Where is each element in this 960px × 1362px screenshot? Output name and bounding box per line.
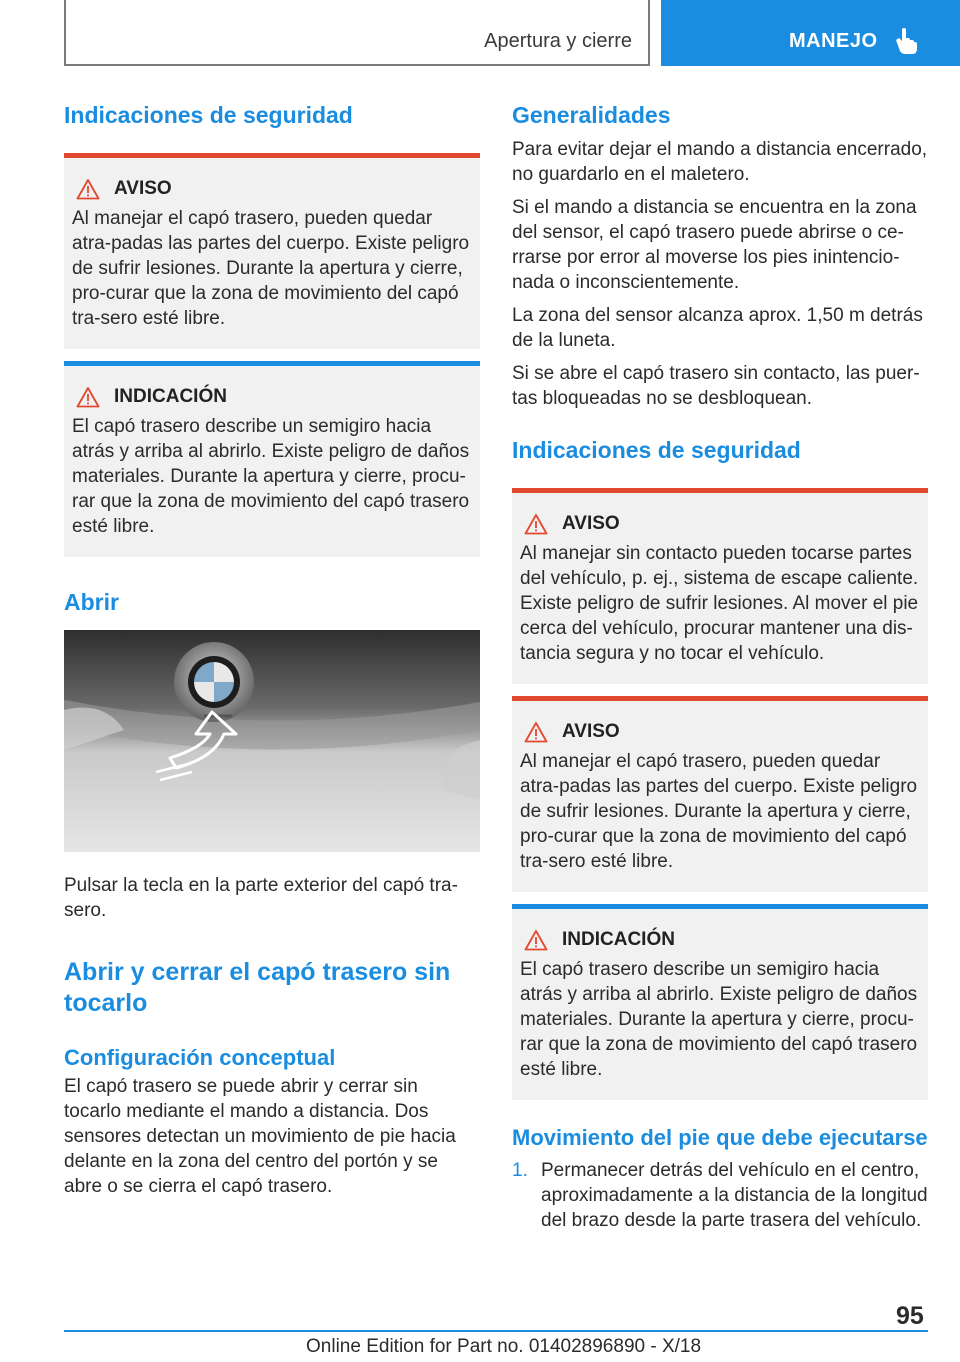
info-note: [512, 904, 928, 1100]
left-column: [64, 102, 480, 1199]
warning-triangle-icon: [76, 178, 100, 200]
movement-heading: Movimiento del pie que debe ejecutarse: [512, 1125, 928, 1150]
open-heading: Abrir: [64, 589, 119, 615]
trunk-button-photo: [64, 630, 480, 852]
warning-note: [512, 696, 928, 892]
step-number: 1.: [512, 1160, 528, 1181]
header-chapter-tab: [661, 0, 960, 66]
warning-note: [64, 153, 480, 349]
safety-heading-left: Indicaciones de seguridad: [64, 102, 353, 128]
info-note-title: INDICACIÓN: [562, 929, 675, 950]
general-heading: Generalidades: [512, 102, 671, 128]
header-section-title: Apertura y cierre: [484, 30, 632, 52]
footer-edition: Online Edition for Part no. 01402896890 - X/18: [306, 1336, 702, 1357]
photo-caption: Pulsar la tecla en la parte exterior del capó tra-sero.: [64, 875, 458, 921]
warning-note-text: Al manejar el capó trasero, pueden quedar atra-padas las partes del cuerpo. Existe peligro de sufrir lesiones. Durante la apertura y cierre, pro-curar que la zona de movimiento del capó tra-sero esté libre.: [520, 751, 918, 872]
list-item: [512, 1158, 928, 1233]
info-note-title: INDICACIÓN: [114, 386, 227, 407]
header-chapter-label: MANEJO: [789, 30, 878, 52]
concept-text: El capó trasero se puede abrir y cerrar sin tocarlo mediante el mando a distancia. Dos sensores detectan un movimiento de pie hacia delante en la zona del centro del portón y se abre o se cierra el capó trasero.: [64, 1076, 456, 1197]
warning-note-title: AVISO: [562, 513, 620, 534]
warning-note-text: Al manejar sin contacto pueden tocarse partes del vehículo, p. ej., sistema de escape caliente. Existe peligro de sufrir lesiones. Al mover el pie cerca del vehículo, procurar mantener una dis-tancia segura y no tocar el vehículo.: [520, 543, 919, 664]
warning-note: [512, 488, 928, 684]
concept-heading: Configuración conceptual: [64, 1045, 336, 1070]
general-paragraph: Si se abre el capó trasero sin contacto, las puer-tas bloqueadas no se desbloquean.: [512, 363, 920, 409]
general-paragraph: La zona del sensor alcanza aprox. 1,50 m detrás de la luneta.: [512, 305, 923, 351]
info-note: [64, 361, 480, 557]
right-column: [512, 102, 928, 1233]
steps-list: [512, 1158, 928, 1233]
warning-triangle-icon: [524, 721, 548, 743]
step-text: Permanecer detrás del vehículo en el centro, aproximadamente a la distancia de la longitud del brazo desde la parte trasera del vehículo.: [541, 1160, 928, 1231]
footer-rule: [64, 1330, 928, 1332]
general-paragraph: Si el mando a distancia se encuentra en la zona del sensor, el capó trasero puede abrirse o ce-rrarse por error al moverse los pies inintencio-nada o inconscientemente.: [512, 197, 917, 293]
page-number: 95: [896, 1302, 924, 1330]
warning-triangle-icon: [524, 513, 548, 535]
pointing-hand-icon: [893, 27, 919, 55]
warning-note-title: AVISO: [114, 178, 172, 199]
general-paragraph: Para evitar dejar el mando a distancia encerrado, no guardarlo en el maletero.: [512, 139, 928, 185]
header-section-box: [64, 0, 650, 66]
info-note-text: El capó trasero describe un semigiro hacia atrás y arriba al abrirlo. Existe peligro de daños materiales. Durante la apertura y cierre, procu-rar que la zona de movimiento del capó trasero esté libre.: [520, 959, 918, 1080]
warning-triangle-icon: [76, 386, 100, 408]
touchless-heading: Abrir y cerrar el capó trasero sin tocarlo: [64, 958, 451, 1017]
warning-triangle-icon: [524, 929, 548, 951]
safety-heading-right: Indicaciones de seguridad: [512, 437, 801, 463]
info-note-text: El capó trasero describe un semigiro hacia atrás y arriba al abrirlo. Existe peligro de daños materiales. Durante la apertura y cierre, procu-rar que la zona de movimiento del capó trasero esté libre.: [72, 416, 470, 537]
warning-note-text: Al manejar el capó trasero, pueden quedar atra-padas las partes del cuerpo. Existe peligro de sufrir lesiones. Durante la apertura y cierre, pro-curar que la zona de movimiento del capó tra-sero esté libre.: [72, 208, 470, 329]
warning-note-title: AVISO: [562, 721, 620, 742]
